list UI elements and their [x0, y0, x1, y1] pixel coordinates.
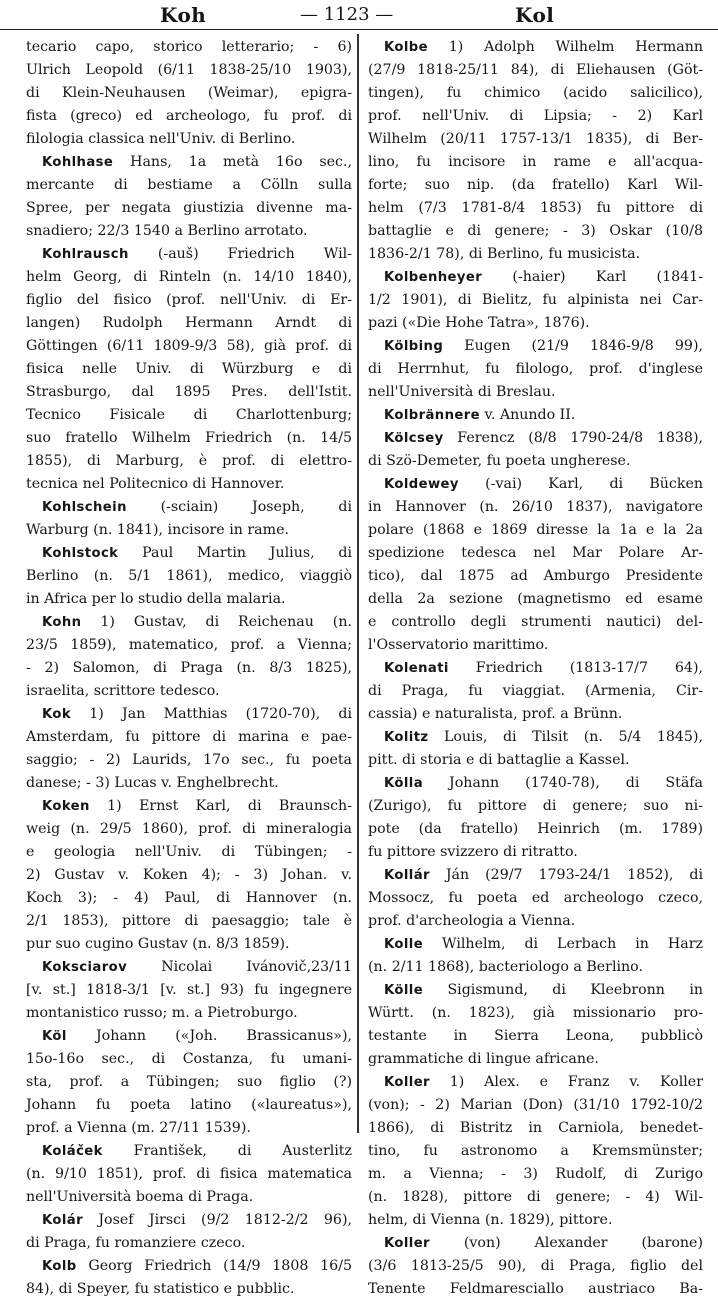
entry-line — [368, 772, 703, 795]
line-text: tecario capo, storico letterario; - 6) — [26, 39, 352, 55]
text-line — [368, 128, 703, 151]
line-text: (-sciain) Joseph, di — [126, 499, 352, 515]
text-line — [26, 864, 352, 887]
entry-headword: Kohlschein — [42, 500, 127, 515]
entry-headword: Koken — [42, 799, 90, 814]
line-text: montanistico russo; m. a Pietroburgo. — [26, 1005, 298, 1021]
line-text: battaglie e di genere; - 3) Oskar (10/8 — [368, 223, 703, 239]
text-line — [368, 519, 703, 542]
line-text: sta, prof. a Tübingen; suo figlio (?) — [26, 1074, 352, 1090]
entry-line — [368, 473, 703, 496]
line-text: weig (n. 29/5 1860), prof. di mineralogia — [26, 821, 352, 837]
entry-line — [26, 1209, 352, 1232]
text-line — [368, 887, 703, 910]
line-text: Ján (29/7 1793-24/1 1852), di — [429, 867, 703, 883]
text-line — [26, 565, 352, 588]
entry-line — [26, 496, 352, 519]
line-text: Göttingen (6/11 1809-9/3 58), già prof. di — [26, 338, 352, 354]
line-text: Georg Friedrich (14/9 1808 16/5 — [76, 1258, 352, 1274]
entry-line — [368, 36, 703, 59]
line-text: e controllo degli strumenti nautici) del- — [368, 614, 703, 630]
text-line — [368, 680, 703, 703]
line-text: helm, di Vienna (n. 1829), pittore. — [368, 1212, 613, 1228]
line-text: Mossocz, fu poeta ed archeologo czeco, — [368, 890, 703, 906]
line-text: filologia classica nell'Univ. di Berlino. — [26, 131, 296, 147]
text-line — [368, 220, 703, 243]
line-text: (von); - 2) Marian (Don) (31/10 1792-10/2 — [368, 1097, 703, 1113]
line-text: prof. a Vienna (m. 27/11 1539). — [26, 1120, 251, 1136]
text-line — [26, 657, 352, 680]
text-line — [368, 818, 703, 841]
line-text: Louis, di Tilsit (n. 5/4 1845), — [428, 729, 703, 745]
text-line — [26, 887, 352, 910]
line-text: 1) Jan Matthias (1720-70), di — [71, 706, 352, 722]
line-text: della 2a sezione (magnetismo ed esame — [368, 591, 703, 607]
line-text: 1/2 1901), di Bielitz, fu alpinista nei Car- — [368, 292, 703, 308]
line-text: Württ. (n. 1823), già missionario pro- — [368, 1005, 703, 1021]
entry-headword: Koláček — [42, 1144, 103, 1159]
line-text: l'Osservatorio marittimo. — [368, 637, 549, 653]
text-line — [368, 358, 703, 381]
line-text: 1) Gustav, di Reichenau (n. — [81, 614, 352, 630]
line-text: Johann (1740-78), di Stäfa — [423, 775, 703, 791]
text-line — [26, 220, 352, 243]
line-text: Eugen (21/9 1846-9/8 99), — [443, 338, 703, 354]
text-line — [368, 749, 703, 772]
text-line — [368, 1278, 703, 1301]
line-text: (n. 1828), pittore di genere; - 4) Wil- — [368, 1189, 703, 1205]
line-text: polare (1868 e 1869 diresse la 1a e la 2a — [368, 522, 703, 538]
text-line — [368, 1209, 703, 1232]
text-line — [368, 910, 703, 933]
header-right-guide-word: Kol — [515, 3, 555, 27]
line-text: e geologia nell'Univ. di Tübingen; - — [26, 844, 352, 860]
line-text: (-auš) Friedrich Wil- — [128, 246, 352, 262]
line-text: Wilhelm, di Lerbach in Harz — [423, 936, 703, 952]
line-text: di Praga, fu viaggiat. (Armenia, Cir- — [368, 683, 703, 699]
text-line — [368, 611, 703, 634]
text-line — [26, 404, 352, 427]
text-line — [26, 519, 352, 542]
line-text: (-vai) Karl, di Bücken — [458, 476, 703, 492]
text-line — [368, 1094, 703, 1117]
text-line — [368, 381, 703, 404]
entry-headword: Koldewey — [384, 477, 459, 492]
text-line — [368, 105, 703, 128]
line-text: 1836-2/1 78), di Berlino, fu musicista. — [368, 246, 641, 262]
line-text: Warburg (n. 1841), incisore in rame. — [26, 522, 289, 538]
text-line — [368, 496, 703, 519]
entry-headword: Köl — [42, 1029, 67, 1044]
entry-line — [368, 266, 703, 289]
line-text: mercante di bestiame a Cölln sulla — [26, 177, 352, 193]
line-text: helm Georg, di Rinteln (n. 14/10 1840), — [26, 269, 352, 285]
text-line — [26, 818, 352, 841]
line-text: 1855), di Marburg, è prof. di elettro- — [26, 453, 352, 469]
text-line — [368, 59, 703, 82]
entry-line — [26, 956, 352, 979]
line-text: suo fratello Wilhelm Friedrich (n. 14/5 — [26, 430, 352, 446]
entry-headword: Koller — [384, 1075, 430, 1090]
line-text: Tenente Feldmaresciallo austriaco Ba- — [368, 1281, 703, 1297]
left-column — [26, 36, 352, 1297]
text-line — [368, 841, 703, 864]
text-line — [26, 59, 352, 82]
text-line — [368, 956, 703, 979]
line-text: Johann («Joh. Brassicanus»), — [66, 1028, 352, 1044]
text-line — [26, 82, 352, 105]
line-text: [v. st.] 1818-3/1 [v. st.] 93) fu ingegnere — [26, 982, 352, 998]
line-text: fu pittore svizzero di ritratto. — [368, 844, 578, 860]
line-text: tico), dal 1875 ad Amburgo Presidente — [368, 568, 703, 584]
entry-line — [368, 657, 703, 680]
line-text: Ulrich Leopold (6/11 1838-25/10 1903), — [26, 62, 352, 78]
line-text: langen) Rudolph Hermann Arndt di — [26, 315, 352, 331]
entry-line — [26, 703, 352, 726]
line-text: di Praga, fu romanziere czeco. — [26, 1235, 246, 1251]
line-text: in Africa per lo studio della malaria. — [26, 591, 286, 607]
line-text: fista (greco) ed archeologo, fu prof. di — [26, 108, 352, 124]
text-line — [26, 588, 352, 611]
text-line — [368, 312, 703, 335]
line-text: (von) Alexander (barone) — [429, 1235, 703, 1251]
entry-headword: Kolenati — [384, 661, 449, 676]
line-text: 1) Alex. e Franz v. Koller — [429, 1074, 703, 1090]
text-line — [26, 289, 352, 312]
text-line — [368, 542, 703, 565]
text-line — [368, 703, 703, 726]
text-line — [26, 1094, 352, 1117]
line-text: Hans, 1a metà 16o sec., — [113, 154, 352, 170]
line-text: snadiero; 22/3 1540 a Berlino arrotato. — [26, 223, 308, 239]
column-divider — [357, 34, 359, 1133]
text-line — [26, 634, 352, 657]
line-text: - 2) Salomon, di Praga (n. 8/3 1825), — [26, 660, 352, 676]
text-line — [368, 1186, 703, 1209]
text-line — [26, 680, 352, 703]
entry-line — [26, 1140, 352, 1163]
line-text: 15o-16o sec., di Costanza, fu umani- — [26, 1051, 352, 1067]
text-line — [368, 565, 703, 588]
line-text: nell'Università di Breslau. — [368, 384, 556, 400]
line-text: pazi («Die Hohe Tatra», 1876). — [368, 315, 590, 331]
entry-headword: Kohlrausch — [42, 247, 129, 262]
line-text: israelita, scrittore tedesco. — [26, 683, 220, 699]
entry-headword: Kolbrännere — [384, 408, 480, 423]
text-line — [26, 1048, 352, 1071]
text-line — [26, 1186, 352, 1209]
line-text: lino, fu incisore in rame e all'acqua- — [368, 154, 703, 170]
line-text: Friedrich (1813-17/7 64), — [448, 660, 703, 676]
text-line — [26, 335, 352, 358]
text-line — [26, 427, 352, 450]
text-line — [26, 726, 352, 749]
entry-headword: Kölcsey — [384, 431, 444, 446]
entry-line — [368, 404, 703, 427]
line-text: in Hannover (n. 26/10 1837), navigatore — [368, 499, 703, 515]
entry-line — [368, 979, 703, 1002]
text-line — [26, 197, 352, 220]
entry-headword: Kolbe — [384, 40, 428, 55]
line-text: tino, fu astronomo a Kremsmünster; — [368, 1143, 703, 1159]
line-text: Paul Martin Julius, di — [118, 545, 352, 561]
line-text: grammatiche di lingue africane. — [368, 1051, 599, 1067]
line-text: tecnica nel Politecnico di Hannover. — [26, 476, 285, 492]
line-text: m. a Vienna; - 3) Rudolf, di Zurigo — [368, 1166, 703, 1182]
line-text: (n. 9/10 1851), prof. di fisica matematica — [26, 1166, 352, 1182]
text-line — [368, 1117, 703, 1140]
text-line — [26, 312, 352, 335]
line-text: pitt. di storia e di battaglie a Kassel. — [368, 752, 630, 768]
page-number: — 1123 — — [300, 4, 394, 25]
entry-headword: Koller — [384, 1236, 430, 1251]
text-line — [368, 289, 703, 312]
line-text: Nicolai Ivánovič,23/11 — [127, 959, 352, 975]
entry-line — [26, 795, 352, 818]
text-line — [26, 1232, 352, 1255]
line-text: Berlino (n. 5/1 1861), medico, viaggiò — [26, 568, 352, 584]
entry-headword: Kolitz — [384, 730, 429, 745]
text-line — [368, 1002, 703, 1025]
text-line — [26, 473, 352, 496]
line-text: testante in Sierra Leona, pubblicò — [368, 1028, 703, 1044]
text-line — [26, 1163, 352, 1186]
line-text: Johann fu poeta latino («laureatus»), — [26, 1097, 352, 1113]
entry-headword: Kolb — [42, 1259, 77, 1274]
entry-line — [368, 1071, 703, 1094]
line-text: František, di Austerlitz — [102, 1143, 352, 1159]
text-line — [26, 358, 352, 381]
text-line — [368, 588, 703, 611]
line-text: spedizione tedesca nel Mar Polare Ar- — [368, 545, 703, 561]
entry-headword: Kölbing — [384, 339, 444, 354]
entry-headword: Kölle — [384, 983, 424, 998]
entry-line — [26, 611, 352, 634]
entry-headword: Kok — [42, 707, 72, 722]
entry-line — [26, 1255, 352, 1278]
entry-headword: Kohlstock — [42, 546, 119, 561]
line-text: v. Anundo II. — [479, 407, 576, 423]
line-text: Josef Jirsci (9/2 1812-2/2 96), — [82, 1212, 352, 1228]
text-line — [368, 1025, 703, 1048]
text-line — [26, 128, 352, 151]
line-text: helm (7/3 1781-8/4 1853) fu pittore di — [368, 200, 703, 216]
text-line — [26, 910, 352, 933]
entry-line — [26, 1025, 352, 1048]
text-line — [26, 174, 352, 197]
line-text: di Herrnhut, fu filologo, prof. d'inglese — [368, 361, 703, 377]
line-text: (n. 2/11 1868), bacteriologo a Berlino. — [368, 959, 643, 975]
text-line — [368, 174, 703, 197]
line-text: (-haier) Karl (1841- — [482, 269, 703, 285]
text-line — [368, 243, 703, 266]
line-text: 2) Gustav v. Koken 4); - 3) Johan. v. — [26, 867, 352, 883]
right-column — [368, 36, 703, 1297]
text-line — [26, 105, 352, 128]
text-line — [368, 795, 703, 818]
line-text: (3/6 1813-25/5 90), di Praga, figlio del — [368, 1258, 703, 1274]
entry-line — [368, 1232, 703, 1255]
line-text: Strasburgo, dal 1895 Pres. dell'Istit. — [26, 384, 352, 400]
line-text: saggio; - 2) Laurids, 17o sec., fu poeta — [26, 752, 352, 768]
entry-headword: Kohn — [42, 615, 82, 630]
text-line — [368, 1140, 703, 1163]
text-line — [26, 749, 352, 772]
line-text: figlio del fisico (prof. nell'Univ. di Er- — [26, 292, 352, 308]
line-text: (Zurigo), fu pittore di genere; suo ni- — [368, 798, 703, 814]
entry-headword: Kohlhase — [42, 155, 114, 170]
text-line — [26, 36, 352, 59]
entry-line — [26, 151, 352, 174]
text-line — [26, 979, 352, 1002]
text-line — [26, 1278, 352, 1301]
text-line — [26, 1117, 352, 1140]
line-text: Spree, per negata giustizia divenne ma- — [26, 200, 352, 216]
entry-headword: Kolbenheyer — [384, 270, 483, 285]
line-text: danese; - 3) Lucas v. Enghelbrecht. — [26, 775, 279, 791]
line-text: Koch 3); - 4) Paul, di Hannover (n. — [26, 890, 352, 906]
line-text: di Szö-Demeter, fu poeta ungherese. — [368, 453, 631, 469]
text-line — [26, 266, 352, 289]
line-text: 23/5 1859), matematico, prof. a Vienna; — [26, 637, 352, 653]
entry-headword: Kolle — [384, 937, 424, 952]
line-text: prof. nell'Univ. di Lipsia; - 2) Karl — [368, 108, 703, 124]
line-text: 1866), di Bistritz in Carniola, benedet- — [368, 1120, 703, 1136]
entry-line — [368, 864, 703, 887]
text-line — [368, 634, 703, 657]
entry-headword: Kolár — [42, 1213, 83, 1228]
line-text: 1) Adolph Wilhelm Hermann — [427, 39, 703, 55]
entry-line — [368, 726, 703, 749]
text-line — [368, 1163, 703, 1186]
text-line — [368, 197, 703, 220]
text-line — [26, 1071, 352, 1094]
entry-headword: Kollár — [384, 868, 430, 883]
text-line — [26, 1002, 352, 1025]
line-text: Sigismund, di Kleebronn in — [423, 982, 703, 998]
entry-line — [368, 427, 703, 450]
text-line — [26, 933, 352, 956]
entry-headword: Kölla — [384, 776, 423, 791]
entry-line — [368, 933, 703, 956]
line-text: pote (da fratello) Heinrich (m. 1789) — [368, 821, 703, 837]
entry-line — [368, 335, 703, 358]
text-line — [368, 82, 703, 105]
line-text: 2/1 1853), pittore di paesaggio; tale è — [26, 913, 352, 929]
line-text: nell'Università boema di Praga. — [26, 1189, 254, 1205]
text-line — [368, 450, 703, 473]
line-text: fisica nelle Univ. di Würzburg e di — [26, 361, 352, 377]
text-line — [26, 772, 352, 795]
entry-line — [26, 542, 352, 565]
line-text: 84), di Speyer, fu statistico e pubblic. — [26, 1281, 295, 1297]
line-text: 1) Ernst Karl, di Braunsch- — [89, 798, 352, 814]
header-left-guide-word: Koh — [160, 3, 207, 27]
text-line — [368, 1048, 703, 1071]
line-text: Tecnico Fisicale di Charlottenburg; — [26, 407, 352, 423]
line-text: cassia) e naturalista, prof. a Brünn. — [368, 706, 623, 722]
text-line — [368, 1255, 703, 1278]
text-line — [368, 151, 703, 174]
entry-line — [26, 243, 352, 266]
line-text: di Klein-Neuhausen (Weimar), epigra- — [26, 85, 352, 101]
line-text: pur suo cugino Gustav (n. 8/3 1859). — [26, 936, 290, 952]
line-text: Ferencz (8/8 1790-24/8 1838), — [443, 430, 703, 446]
page-header — [0, 0, 718, 30]
line-text: Amsterdam, fu pittore di marina e pae- — [26, 729, 352, 745]
line-text: forte; suo nip. (da fratello) Karl Wil- — [368, 177, 703, 193]
text-line — [26, 450, 352, 473]
line-text: prof. d'archeologia a Vienna. — [368, 913, 576, 929]
text-line — [26, 841, 352, 864]
entry-headword: Koksciarov — [42, 960, 128, 975]
text-line — [26, 381, 352, 404]
line-text: (27/9 1818-25/11 84), di Eliehausen (Göt- — [368, 62, 703, 78]
line-text: Wilhelm (20/11 1757-13/1 1835), di Ber- — [368, 131, 703, 147]
line-text: tingen), fu chimico (acido salicilico), — [368, 85, 703, 101]
